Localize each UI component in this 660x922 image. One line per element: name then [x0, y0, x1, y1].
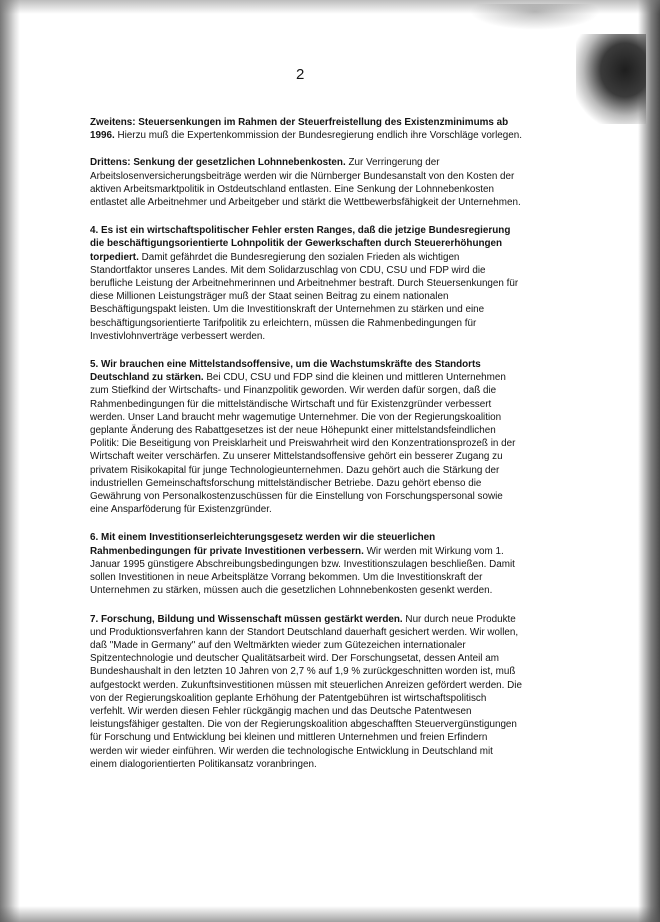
paragraph-text: Bei CDU, CSU und FDP sind die kleinen und mittleren Unternehmen zum Stiefkind der Wirtschafts- und Finanzpolitik geworden. Wir werden dafür sorgen, daß die Rahmenbedingungen für die mittelständische Wirtschaft und für Existenzgründer verbessert werden. Unser Land braucht mehr wagemutige Unternehmer. Die von der Regierungskoalition geplante Änderung des Rabattgesetzes ist der neue Höhepunkt einer mittelstandsfeindlichen Politik: Die Beseitigung von Preisklarheit und Preiswahrheit wird den Konzentrationsprozeß in der Wirtschaft weiter verschärfen. Zu unserer Mittelstandsoffensive gehört ein besserer Zugang zu privatem Risikokapital für junge Technologieunternehmen. Dazu gehört auch die Stärkung der industriellen Gemeinschaftsforschung mittelständischer Betriebe. Dazu gehört ebenso die Gewährung von Personalkostenzuschüssen für die Einstellung von Forschungspersonal sowie eine Ansparföderung für Existenzgründer.: [90, 372, 516, 516]
paragraph-point-5: [90, 358, 522, 516]
document-body: [90, 116, 522, 786]
paragraph-text: Wir werden mit Wirkung vom 1. Januar 1995 günstigere Abschreibungsbedingungen bzw. Investitionszulagen beschließen. Damit sollen Investitionen in neue Arbeitsplätze Vorrang bekommen. Um die Investitionskraft der Unternehmen zu stärken, müssen auch die gesetzlichen Lohnnebenkosten gesenkt werden.: [90, 545, 515, 597]
paragraph-heading: 7. Forschung, Bildung und Wissenschaft müssen gestärkt werden.: [90, 613, 403, 625]
paragraph-heading: 4. Es ist ein wirtschaftspolitischer Fehler ersten Ranges, daß die jetzige Bundesregierung die beschäftigungsorientierte Lohnpolitik der Gewerkschaften durch Steuererhöhungen torpediert.: [90, 225, 511, 263]
paragraph-text: Damit gefährdet die Bundesregierung den sozialen Frieden als wichtigen Standortfaktor unseres Landes. Mit dem Solidarzuschlag von CDU, CSU und FDP wird die berufliche Leistung der Arbeitnehmerinnen und Arbeitnehmer bestraft. Durch Steuersenkungen für diese Millionen Leistungsträger muß der Staat seinen Beitrag zu einem nationalen Beschäftigungspakt leisten. Um die Investitionskraft der Unternehmen zu stärken und eine beschäftigungsorientierte Tarifpolitik zu erleichtern, müssen die Rahmenbedingungen für Investivlohnverträge verbessert werden.: [90, 251, 519, 342]
paragraph-heading: Zweitens: Steuersenkungen im Rahmen der Steuerfreistellung des Existenzminimums ab 1996.: [90, 117, 509, 142]
paragraph-drittens: [90, 156, 522, 209]
paragraph-text: Zur Verringerung der Arbeitslosenversicherungsbeiträge werden wir die Nürnberger Bundesanstalt von den Kosten der aktiven Arbeitsmarktpolitik in Ostdeutschland entlasten. Eine Senkung der Lohnnebenkosten entlastet alle Arbeitnehmer und Arbeitgeber und stärkt die Wettbewerbsfähigkeit der Unternehmen.: [90, 157, 521, 209]
scan-shadow-bottom: [0, 906, 660, 922]
paragraph-point-4: [90, 224, 522, 343]
scan-shadow-right: [638, 0, 660, 922]
scan-shadow-left: [0, 0, 20, 922]
paragraph-heading: 6. Mit einem Investitionserleichterungsgesetz werden wir die steuerlichen Rahmenbedingungen für private Investitionen verbessern.: [90, 532, 436, 557]
paragraph-text: Hierzu muß die Expertenkommission der Bundesregierung endlich ihre Vorschläge vorlegen.: [114, 130, 522, 142]
paragraph-point-7: [90, 613, 522, 771]
scan-smudge-top-right: [576, 34, 646, 124]
paragraph-heading: Drittens: Senkung der gesetzlichen Lohnnebenkosten.: [90, 157, 346, 169]
paragraph-text: Nur durch neue Produkte und Produktionsverfahren kann der Standort Deutschland dauerhaft gesichert werden. Wir wollen, daß "Made in Germany" auf den Weltmärkten wieder zum Gütezeichen internationaler Spitzentechnologie und deutscher Qualitätsarbeit wird. Der Forschungsetat, dessen Anteil am Bundeshaushalt in den letzten 10 Jahren von 2,7 % auf 1,9 % zurückgeschnitten worden ist, muß aufgestockt werden. Zukunftsinvestitionen müssen mit steuerlichen Anreizen gefördert werden. Die von der Regierungskoalition geplante Erhöhung der Patentgebühren ist wirtschaftspolitisch verfehlt. Wir werden diesen Fehler rückgängig machen und das Deutsche Patentwesen leistungsfähiger gestalten. Die von der Regierungskoalition abgeschafften Steuervergünstigungen für Forschung und Entwicklung bei kleinen und mittleren Unternehmen und freien Erfindern werden wir wieder einführen. Wir werden die technologische Entwicklung in Deutschland mit einem dialogorientierten Politikansatz voranbringen.: [90, 613, 522, 770]
page-number: 2: [296, 66, 305, 83]
paragraph-point-6: [90, 531, 522, 597]
paragraph-zweitens: [90, 116, 522, 142]
paragraph-heading: 5. Wir brauchen eine Mittelstandsoffensive, um die Wachstumskräfte des Standorts Deutschland zu stärken.: [90, 359, 481, 384]
scan-smudge-top: [470, 4, 600, 30]
